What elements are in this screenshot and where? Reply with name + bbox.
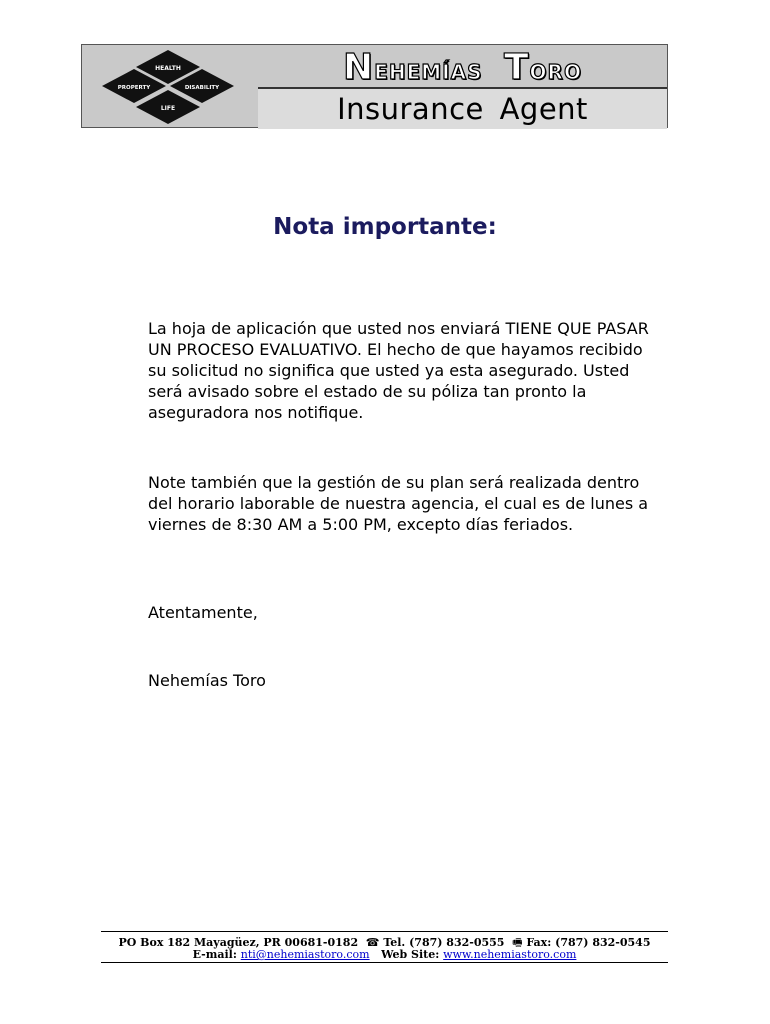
- logo-label-bottom: LIFE: [160, 105, 176, 112]
- agent-name-banner: [258, 45, 667, 87]
- footer-web-label: Web Site:: [381, 948, 440, 961]
- fax-icon: 🖷: [512, 936, 523, 949]
- phone-icon: ☎: [365, 936, 380, 949]
- logo-label-top: HEALTH: [155, 65, 181, 72]
- agent-subtitle: Insurance Agent: [258, 89, 667, 129]
- footer-address: PO Box 182 Mayagüez, PR 00681-0182: [118, 936, 359, 949]
- footer-divider-bottom: [101, 962, 668, 963]
- name-first-rest: ehemías: [374, 53, 483, 86]
- footer-tel: Tel. (787) 832-0555: [383, 936, 505, 949]
- paragraph-1: La hoja de aplicación que usted nos enviará TIENE QUE PASAR UN PROCESO EVALUATIVO. El hecho de que hayamos recibido su solicitud no significa que usted ya esta asegurado. Usted será avisado sobre el estado de su póliza tan pronto la aseguradora nos notifique.: [148, 319, 649, 422]
- letterhead: [81, 44, 668, 128]
- logo-label-left: PROPERTY: [117, 85, 151, 91]
- logo-diamonds: [96, 47, 256, 129]
- name-first-initial: N: [343, 47, 375, 88]
- closing: Atentamente,: [148, 603, 258, 622]
- footer-web-line: [101, 948, 668, 961]
- website-link[interactable]: www.nehemiastoro.com: [443, 948, 577, 961]
- logo-label-right: DISABILITY: [184, 85, 220, 91]
- email-link[interactable]: nti@nehemiastoro.com: [240, 948, 370, 961]
- footer-fax: Fax: (787) 832-0545: [526, 936, 651, 949]
- signer-name: Nehemías Toro: [148, 671, 266, 690]
- name-last-initial: T: [503, 47, 530, 88]
- footer-email-label: E-mail:: [192, 948, 237, 961]
- page-title: Nota importante:: [273, 214, 497, 240]
- paragraph-2: Note también que la gestión de su plan será realizada dentro del horario laborable de nuestra agencia, el cual es de lunes a viernes de 8:30 AM a 5:00 PM, excepto días feriados.: [148, 473, 649, 534]
- name-last-rest: oro: [529, 53, 582, 86]
- footer-divider-top: [101, 931, 668, 932]
